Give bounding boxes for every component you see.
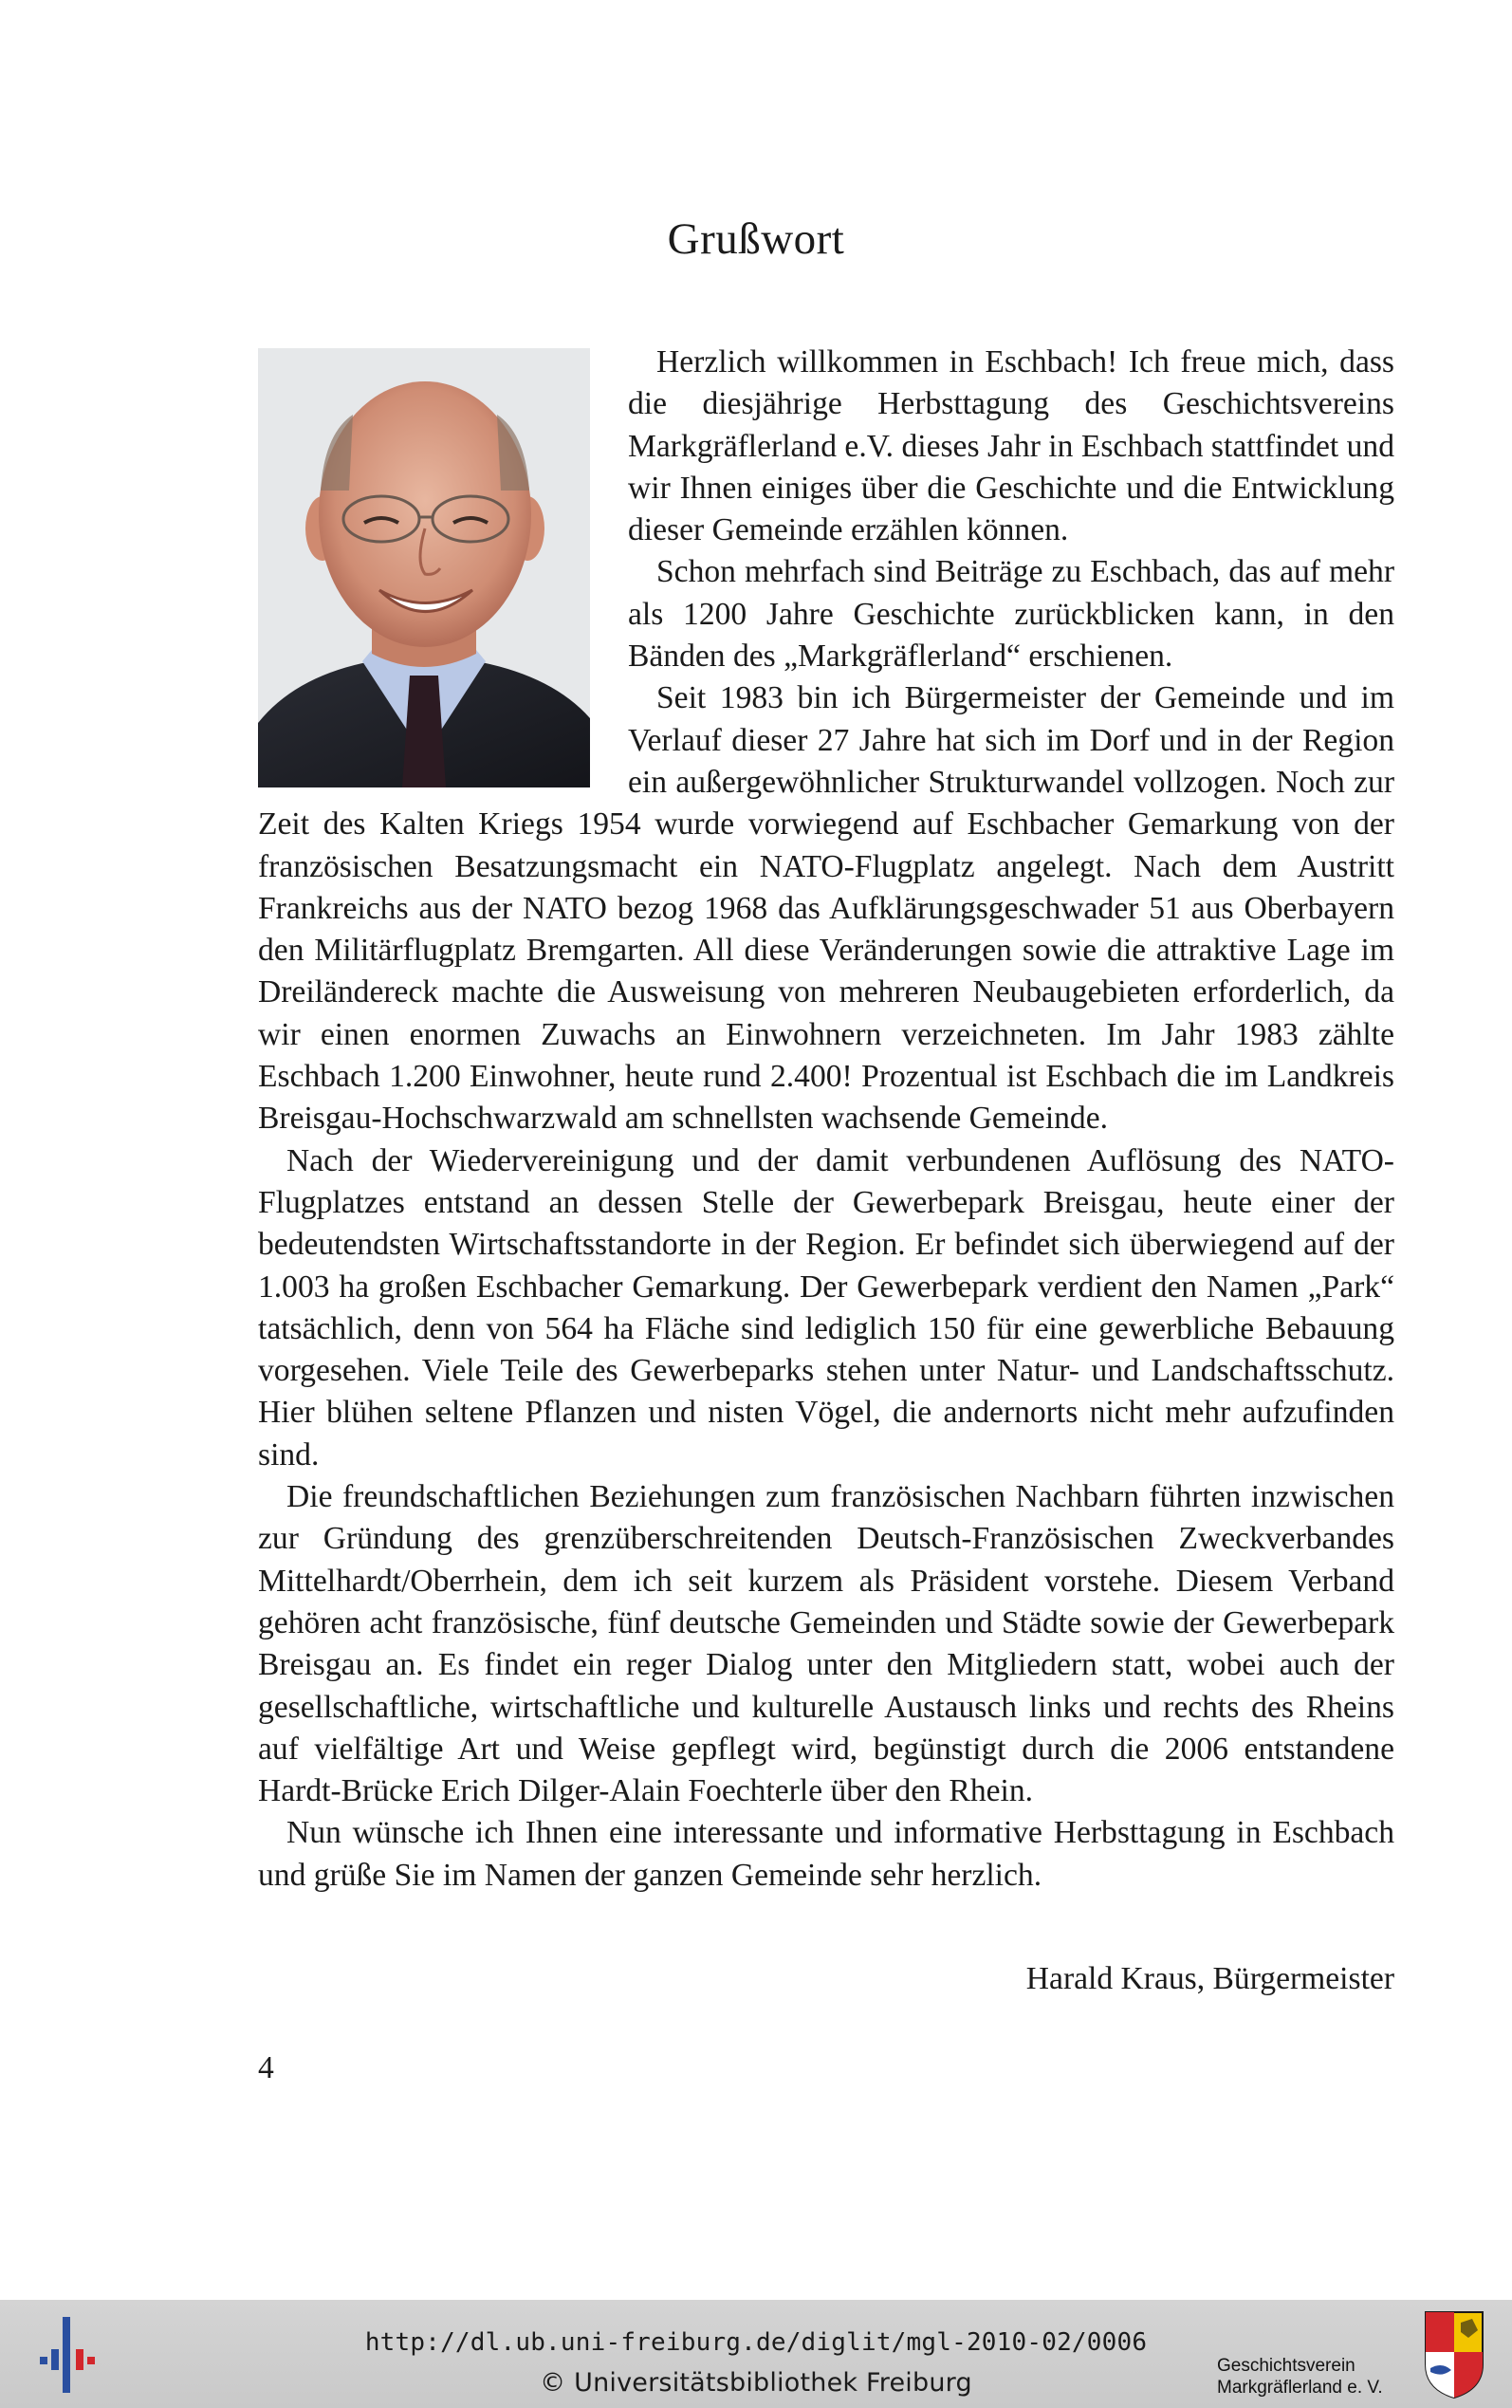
paragraph-2: Schon mehrfach sind Beiträge zu Eschbach, das auf mehr als 1200 Jahre Geschichte zurückblicken kann, in den Bänden des „Markgräflerland“ erschienen. bbox=[628, 554, 1394, 675]
footer-copyright: © Universitätsbibliothek Freiburg bbox=[540, 2368, 972, 2398]
footer-society-name bbox=[1217, 2355, 1383, 2399]
mayor-portrait-photo bbox=[258, 348, 590, 787]
footer-bar bbox=[0, 2300, 1512, 2408]
page-title: Grußwort bbox=[667, 214, 845, 264]
page-number: 4 bbox=[258, 2050, 274, 2085]
paragraph-5: Die freundschaftlichen Beziehungen zum französischen Nachbarn führten inzwischen zur Gründung des grenzüberschreitenden Deutsch-Französischen Zweckverbandes Mittelhardt/Oberrhein, dem ich seit kurzem als Präsident vorstehe. Diesem Verband gehören acht französische, fünf deutsche Gemeinden und Städte sowie der Gewerbepark Breisgau an. Es findet ein reger Dialog unter den Mitgliedern statt, wobei auch der gesellschaftliche, wirtschaftliche und kulturelle Austausch links und rechts des Rheins auf vielfältige Art und Weise gepflegt wird, begünstigt durch die 2006 entstandene Hardt-Brücke Erich Dilger-Alain Foechterle über den Rhein. bbox=[258, 1479, 1394, 1809]
footer-permalink[interactable]: http://dl.ub.uni-freiburg.de/diglit/mgl-2010-02/0006 bbox=[364, 2328, 1148, 2357]
society-line-2: Markgräflerland e. V. bbox=[1217, 2378, 1383, 2398]
signature: Harald Kraus, Bürgermeister bbox=[1025, 1961, 1394, 1996]
coat-of-arms-icon bbox=[1423, 2309, 1485, 2400]
greeting-text bbox=[258, 342, 1394, 1897]
paragraph-6: Nun wünsche ich Ihnen eine interessante und informative Herbsttagung in Eschbach und grüße Sie im Namen der ganzen Gemeinde sehr herzlich. bbox=[258, 1815, 1394, 1893]
society-line-1: Geschichtsverein bbox=[1217, 2356, 1355, 2376]
paragraph-4: Nach der Wiedervereinigung und der damit verbundenen Auflösung des NATO-Flugplatzes entstand an dessen Stelle der Gewerbepark Breisgau, heute einer der bedeutendsten Wirtschaftsstandorte in der Region. Er befindet sich überwiegend auf der 1.003 ha großen Eschbacher Gemarkung. Der Gewerbepark verdient den Namen „Park“ tatsächlich, denn von 564 ha Fläche sind lediglich 150 für eine gewerbliche Bebauung vorgesehen. Viele Teile des Gewerbeparks stehen unter Natur- und Landschaftsschutz. Hier blühen seltene Pflanzen und nisten Vögel, die andernorts nicht mehr aufzufinden sind. bbox=[258, 1142, 1394, 1473]
paragraph-1: Herzlich willkommen in Eschbach! Ich freue mich, dass die diesjährige Herbsttagung des Geschichtsvereins Markgräflerland e.V. dieses Jahr in Eschbach stattfindet und wir Ihnen einiges über die Geschichte und die Entwicklung dieser Gemeinde erzählen können. bbox=[628, 344, 1394, 548]
paragraph-3: Seit 1983 bin ich Bürgermeister der Gemeinde und im Verlauf dieser 27 Jahre hat sich im Dorf und in der Region ein außergewöhnlicher Strukturwandel vollzogen. Noch zur Zeit des Kalten Kriegs 1954 wurde vorwiegend auf Eschbacher Gemarkung von der französischen Besatzungsmacht ein NATO-Flugplatz angelegt. Nach dem Austritt Frankreichs aus der NATO bezog 1968 das Aufklärungsgeschwader 51 aus Oberbayern den Militärflugplatz Bremgarten. All diese Veränderungen sowie die attraktive Lage im Dreiländereck machte die Ausweisung von mehreren Neubaugebieten erforderlich, da wir einen enormen Zuwachs an Einwohnern verzeichneten. Im Jahr 1983 zählte Eschbach 1.200 Einwohner, heute rund 2.400! Prozentual ist Eschbach die im Landkreis Breisgau-Hochschwarzwald am schnellsten wachsende Gemeinde. bbox=[258, 680, 1394, 1137]
